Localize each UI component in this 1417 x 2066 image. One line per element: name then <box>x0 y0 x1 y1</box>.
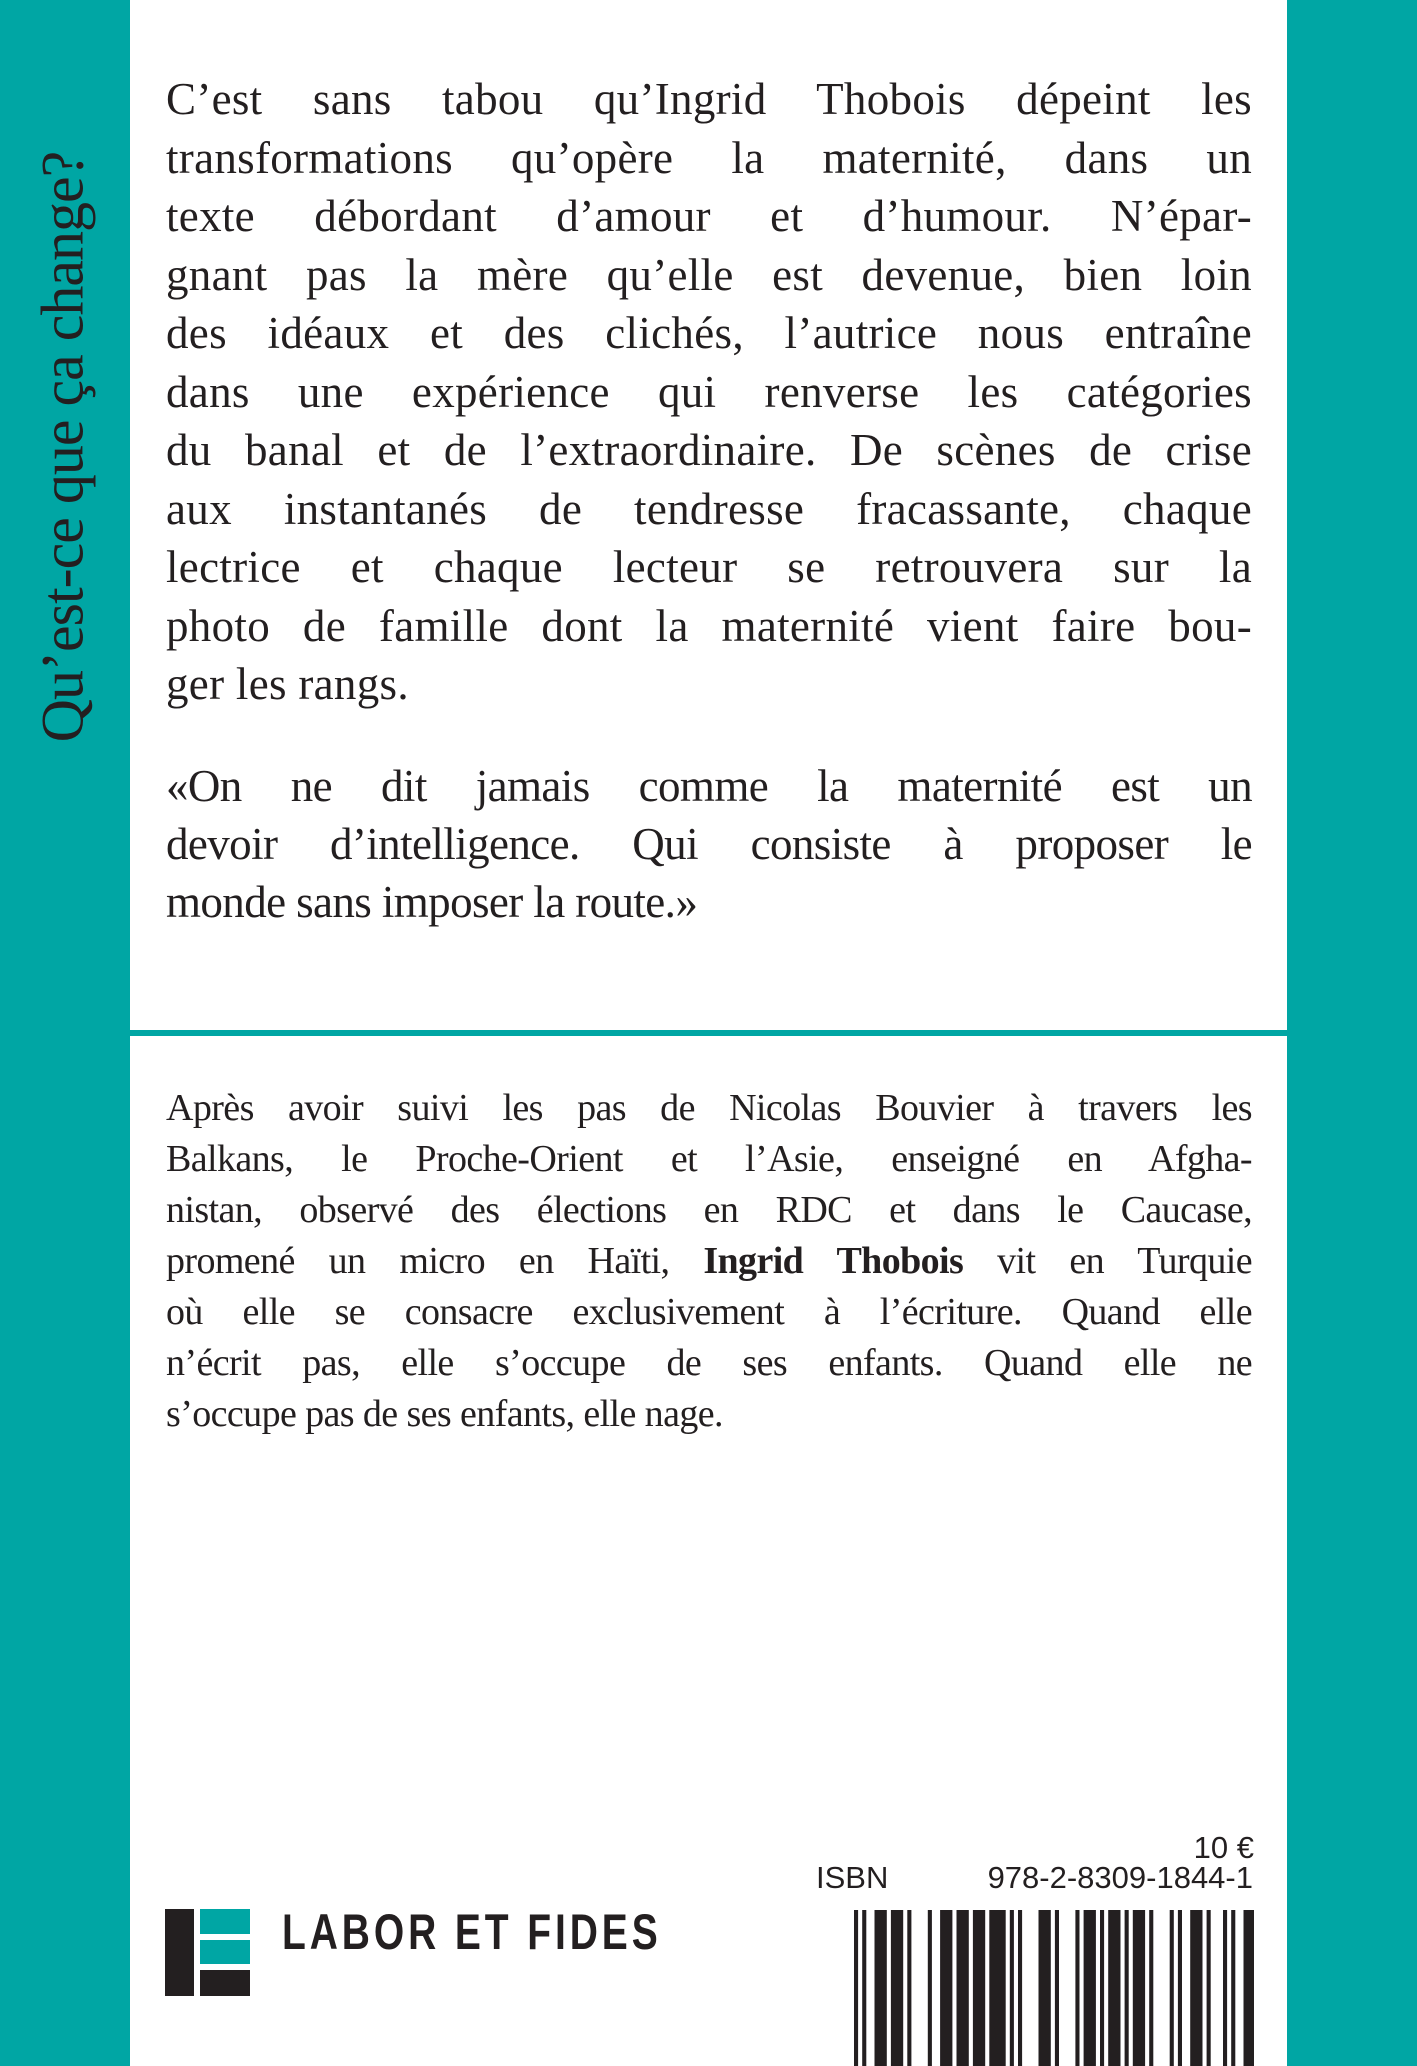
barcode-bar <box>928 1910 932 2066</box>
price: 10 € <box>1193 1830 1254 1865</box>
barcode-bar <box>1190 1910 1202 2066</box>
bio-line <box>166 1236 1252 1287</box>
bio-text: promené un micro en Haïti, <box>166 1240 704 1282</box>
series-title: Qu’est-ce que ça change? <box>29 151 96 743</box>
barcode-bar <box>973 1910 985 2066</box>
barcode-graphic <box>854 1910 1254 2066</box>
barcode-bar <box>940 1910 952 2066</box>
barcode-bar <box>1149 1910 1153 2066</box>
barcode-bar <box>1075 1910 1079 2066</box>
author-name: Ingrid Thobois <box>703 1240 964 1282</box>
barcode-bar <box>1018 1910 1022 2066</box>
quote-line: monde sans imposer la route.» <box>166 877 698 927</box>
barcode-bar <box>1084 1910 1096 2066</box>
barcode-bar <box>1100 1910 1104 2066</box>
logo-block-top <box>200 1909 250 1934</box>
bio-line: n’écrit pas, elle s’occupe de ses enfants. Quand elle ne <box>166 1342 1252 1384</box>
barcode <box>854 1910 1254 2066</box>
synopsis-line: des idéaux et des clichés, l’autrice nous entraîne <box>166 308 1252 358</box>
isbn-label: ISBN <box>816 1860 889 1895</box>
section-divider <box>130 1030 1287 1036</box>
barcode-bar <box>1010 1910 1014 2066</box>
synopsis-paragraph <box>166 70 1252 714</box>
pull-quote <box>166 757 1252 931</box>
isbn-number: 978-2-8309-1844-1 <box>987 1860 1253 1895</box>
bio-line: nistan, observé des élections en RDC et dans le Caucase, <box>166 1189 1252 1231</box>
synopsis-line: ger les rangs. <box>166 659 409 709</box>
barcode-bar <box>1244 1910 1255 2066</box>
barcode-bar <box>854 1910 858 2066</box>
synopsis-line: du banal et de l’extraordinaire. De scènes de crise <box>166 425 1252 475</box>
barcode-bar <box>1223 1910 1227 2066</box>
bio-line: Balkans, le Proche-Orient et l’Asie, enseigné en Afgha- <box>166 1138 1252 1180</box>
bio-line: s’occupe pas de ses enfants, elle nage. <box>166 1393 723 1435</box>
publisher-name: LABOR ET FIDES <box>282 1904 662 1960</box>
barcode-bar <box>1133 1910 1145 2066</box>
synopsis-line: transformations qu’opère la maternité, dans un <box>166 132 1252 183</box>
bio-text: vit en Turquie <box>963 1240 1253 1282</box>
barcode-bar <box>1125 1910 1129 2066</box>
right-accent-band <box>1287 0 1417 2066</box>
bio-line: Après avoir suivi les pas de Nicolas Bouvier à travers les <box>166 1087 1252 1129</box>
barcode-bar <box>891 1910 903 2066</box>
barcode-bar <box>1039 1910 1051 2066</box>
synopsis-line: lectrice et chaque lecteur se retrouvera sur la <box>166 542 1252 592</box>
barcode-bar <box>875 1910 887 2066</box>
bio-line: où elle se consacre exclusivement à l’écriture. Quand elle <box>166 1291 1252 1333</box>
logo-block-bottom <box>200 1970 250 1996</box>
synopsis-line: aux instantanés de tendresse fracassante, chaque <box>166 483 1252 534</box>
barcode-bar <box>907 1910 911 2066</box>
barcode-bar <box>1170 1910 1174 2066</box>
barcode-bar <box>1108 1910 1120 2066</box>
synopsis-line: photo de famille dont la maternité vient faire bou- <box>166 600 1252 651</box>
synopsis-line: gnant pas la mère qu’elle est devenue, bien loin <box>166 249 1252 300</box>
synopsis-line: texte débordant d’amour et d’humour. N’épar- <box>166 191 1252 241</box>
barcode-bar <box>1178 1910 1182 2066</box>
barcode-bar <box>862 1910 866 2066</box>
synopsis-line: dans une expérience qui renverse les catégories <box>166 366 1252 417</box>
synopsis-line: C’est sans tabou qu’Ingrid Thobois dépeint les <box>166 74 1252 124</box>
quote-line: devoir d’intelligence. Qui consiste à proposer le <box>166 819 1252 869</box>
barcode-bar <box>957 1910 969 2066</box>
barcode-bar <box>1207 1910 1211 2066</box>
isbn <box>816 1860 1253 1896</box>
quote-line: «On ne dit jamais comme la maternité est un <box>166 761 1252 811</box>
barcode-bar <box>989 1910 1005 2066</box>
author-bio <box>166 1083 1252 1440</box>
publisher-logo-icon <box>165 1909 250 1996</box>
barcode-bar <box>1055 1910 1059 2066</box>
logo-block-middle <box>200 1940 250 1964</box>
logo-bar <box>165 1909 194 1996</box>
barcode-bar <box>1231 1910 1235 2066</box>
